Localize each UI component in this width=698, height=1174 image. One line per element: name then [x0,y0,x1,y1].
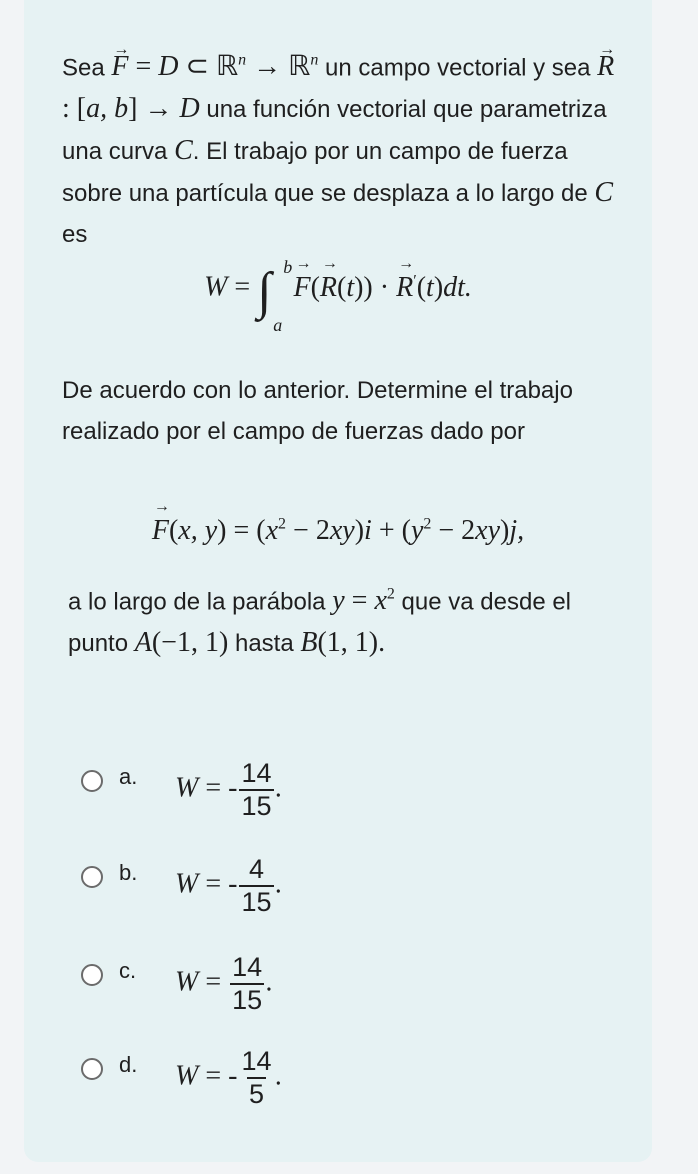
path-text-1: a lo largo de la parábola [68,588,326,616]
start-point: A(−1, 1) [134,627,229,659]
question-prompt [62,370,622,452]
option-letter: c. [119,958,137,983]
force-field-formula: → F(x, $y) = (x^2 - 2xy)i + (y^2 - 2xy)j$, [24,515,652,547]
option-d[interactable] [81,1046,601,1132]
option-b-formula: W = - $\frac{4}{15}$ . [175,854,283,917]
curve-symbol-2: C [594,177,614,209]
option-a-formula: W = - $\frac{14}{15}$ . [175,758,283,821]
curve-definition: → R : [a, b] → D [62,51,614,124]
option-letter: a. [119,764,138,789]
path-text-3: hasta [234,630,294,658]
option-a[interactable] [81,758,601,844]
radio-button-a[interactable] [81,770,103,792]
radio-button-b[interactable] [81,866,103,888]
parabola-equation: $y = x^2$ [332,585,395,617]
intro-text-2: un campo vectorial y sea [325,54,591,82]
option-d-formula: W = - $\frac{14}{5}$ . [175,1046,283,1109]
question-card [24,0,652,1162]
curve-symbol: C [174,135,193,167]
intro-text-3: una función vectorial que parametriza una curva [62,96,607,166]
option-letter: d. [119,1052,138,1077]
field-definition: → F = D ⊂ ℝ$^n$ → ℝ$^n$ [111,51,318,82]
option-c-formula: W = $\frac{14}{15}$ . [175,952,274,1015]
intro-text-1: Sea [62,54,105,82]
option-letter: b. [119,860,138,885]
radio-button-d[interactable] [81,1058,103,1080]
prompt-text: De acuerdo con lo anterior. Determine el trabajo realizado por el campo de fuerzas dado por [62,377,573,445]
path-text-2: que va desde el punto [68,588,572,658]
option-c[interactable] [81,952,601,1038]
end-point: B(1, 1). [300,627,386,659]
path-description [68,574,628,664]
radio-button-c[interactable] [81,964,103,986]
question-intro [62,40,622,255]
intro-text-5: es [62,221,88,249]
option-b[interactable] [81,854,601,940]
intro-text-4: . El trabajo por un campo de fuerza sobre una partícula que se desplaza a lo largo de [62,138,588,208]
work-integral-formula: W = ∫ b a → F(→ R(t)) · → R′(t)dt. [24,262,652,321]
